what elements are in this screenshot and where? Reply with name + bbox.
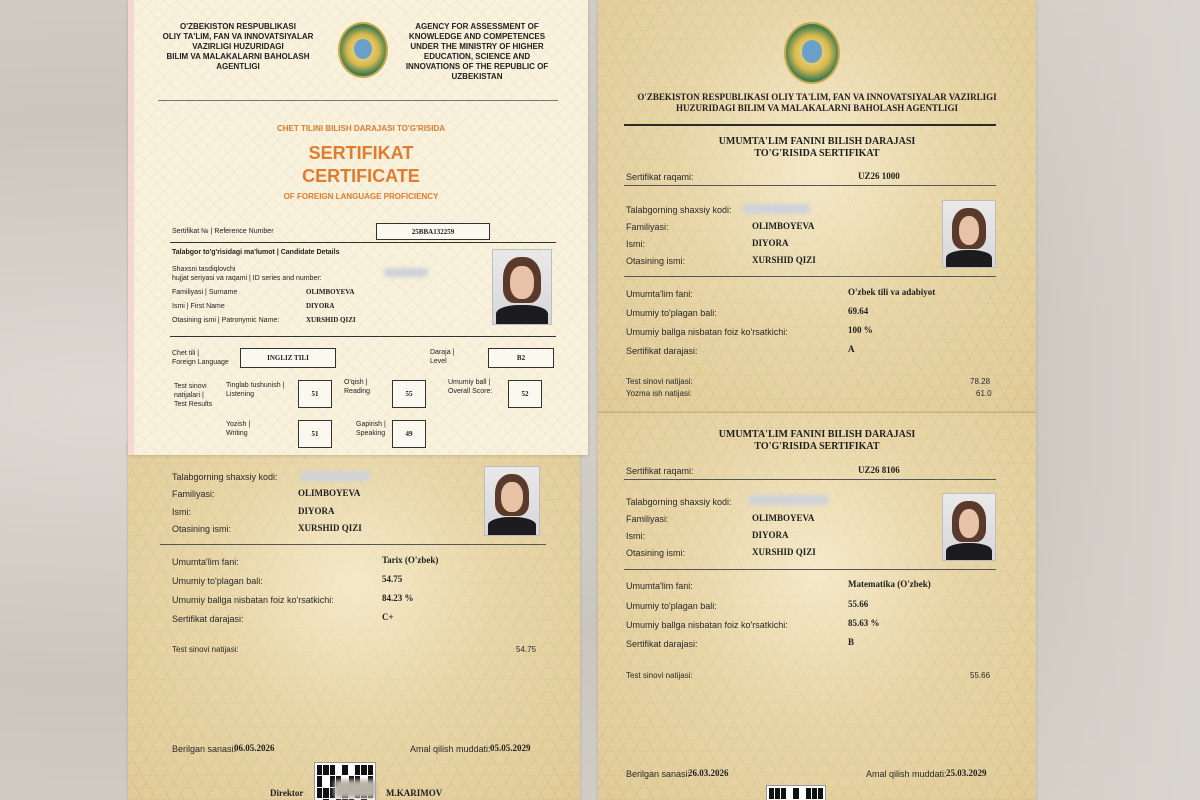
reading-score: 55: [405, 390, 413, 398]
valid-value: 05.05.2029: [490, 743, 531, 753]
test-label: Test sinovi natijasi:: [626, 671, 693, 680]
writing-box: [298, 420, 332, 448]
foiz-value: 84.23 %: [382, 593, 414, 603]
daraja-value: B: [848, 637, 855, 647]
code-label: Talabgorning shaxsiy kodi:: [172, 472, 278, 482]
writing-score: 51: [311, 430, 319, 438]
redacted-code: [742, 204, 810, 214]
issued-label: Berilgan sanasi:: [172, 744, 237, 754]
issued-value: 26.03.2026: [688, 768, 729, 778]
otasi-label: Otasining ismi:: [626, 256, 686, 266]
daraja-value: A: [848, 344, 855, 354]
level-label: Daraja | Level: [430, 349, 455, 365]
test-value: 55.66: [970, 671, 991, 680]
ball-value: 54.75: [382, 574, 403, 584]
yozma-label: Yozma ish natijasi:: [626, 389, 692, 398]
foiz-value: 100 %: [848, 325, 873, 335]
familiya-value: OLIMBOYEVA: [298, 488, 361, 498]
surname-value: OLIMBOYEVA: [306, 288, 355, 296]
speaking-label: Gapirish | Speaking: [356, 421, 386, 437]
header-left: O'ZBEKISTON RESPUBLIKASI OLIY TA'LIM, FAN VA INNOVATSIYALAR VAZIRLIGI HUZURIDAGI BILIM VA MALAKALARNI BAHOLASH AGENTLIGI: [162, 22, 314, 71]
familiya-label: Familiyasi:: [626, 222, 669, 232]
candidate-photo: [492, 249, 552, 325]
fan-label: Umumta'lim fani:: [626, 289, 693, 299]
surname-label: Familiyasi | Surname: [172, 289, 238, 296]
ismi-label: Ismi:: [626, 531, 645, 541]
state-emblem-icon: [784, 22, 840, 84]
listening-score: 51: [311, 390, 319, 398]
header-right: AGENCY FOR ASSESSMENT OF KNOWLEDGE AND COMPETENCES UNDER THE MINISTRY OF HIGHER EDUCATION, SCIENCE AND INNOVATIONS OF THE REPUBLIC OF UZBEKISTAN: [405, 22, 549, 81]
issued-label: Berilgan sanasi:: [626, 769, 691, 779]
qr-code: [766, 785, 826, 800]
director-name: M.KARIMOV: [386, 788, 443, 798]
candidate-photo: [942, 200, 996, 268]
issued-value: 06.05.2026: [234, 743, 275, 753]
otasi-label: Otasining ismi:: [626, 548, 686, 558]
ref-label: Sertifikat № | Reference Number: [172, 228, 274, 235]
test-value: 54.75: [516, 645, 537, 654]
raqam-value: UZ26 8106: [858, 465, 900, 475]
overall-box: [508, 380, 542, 408]
raqam-label: Sertifikat raqami:: [626, 466, 694, 476]
ball-value: 55.66: [848, 599, 869, 609]
title-uz: SERTIFIKAT: [308, 143, 414, 163]
writing-label: Yozish | Writing: [226, 421, 251, 437]
fan-value: Tarix (O'zbek): [382, 555, 439, 565]
level-box: [488, 348, 554, 368]
raqam-value: UZ26 1000: [858, 171, 900, 181]
firstname-label: Ismi | First Name: [172, 303, 225, 310]
foiz-value: 85.63 %: [848, 618, 880, 628]
language-box: [240, 348, 336, 368]
otasi-value: XURSHID QIZI: [752, 255, 816, 265]
raqam-label: Sertifikat raqami:: [626, 172, 694, 182]
subtitle-uz: CHET TILINI BILISH DARAJASI TO'G'RISIDA: [276, 124, 446, 133]
daraja-label: Sertifikat darajasi:: [626, 639, 698, 649]
valid-label: Amal qilish muddati:: [866, 769, 947, 779]
code-label: Talabgorning shaxsiy kodi:: [626, 497, 732, 507]
ismi-label: Ismi:: [626, 239, 645, 249]
familiya-label: Familiyasi:: [626, 514, 669, 524]
valid-label: Amal qilish muddati:: [410, 744, 491, 754]
foiz-label: Umumiy ballga nisbatan foiz ko'rsatkichi:: [626, 327, 788, 337]
listening-label: Tinglab tushunish | Listening: [226, 382, 285, 398]
patronymic-label: Otasining ismi | Patronymic Name:: [172, 317, 280, 324]
mathematics-certificate: [598, 412, 1036, 800]
speaking-score: 49: [405, 430, 413, 438]
certificate-title: UMUMTA'LIM FANINI BILISH DARAJASI TO'G'RISIDA SERTIFIKAT: [718, 429, 916, 452]
familiya-value: OLIMBOYEVA: [752, 513, 815, 523]
test-value: 78.28: [970, 377, 991, 386]
speaking-box: [392, 420, 426, 448]
test-label: Test sinovi natijasi:: [626, 377, 693, 386]
overall-label: Umumiy ball | Overall Score:: [448, 379, 493, 395]
director-label: Direktor: [270, 788, 304, 798]
listening-box: [298, 380, 332, 408]
ismi-label: Ismi:: [172, 507, 191, 517]
code-label: Talabgorning shaxsiy kodi:: [626, 205, 732, 215]
ball-label: Umumiy to'plagan bali:: [626, 601, 717, 611]
state-emblem-icon: [338, 22, 388, 78]
otasi-value: XURSHID QIZI: [298, 523, 362, 533]
redacted-signature: [334, 780, 376, 798]
title-en: CERTIFICATE: [302, 166, 420, 186]
yozma-value: 61.0: [976, 389, 992, 398]
agency-name: O'ZBEKISTON RESPUBLIKASI OLIY TA'LIM, FAN VA INNOVATSIYALAR VAZIRLIGI HUZURIDAGI BILIM VA MALAKALARNI BAHOLASH AGENTLIGI: [637, 92, 997, 113]
language-label: Chet tili | Foreign Language: [172, 350, 229, 366]
otasi-label: Otasining ismi:: [172, 524, 232, 534]
fan-value: O'zbek tili va adabiyot: [848, 287, 936, 297]
candidate-header: Talabgor to'g'risidagi ma'lumot | Candidate Details: [172, 249, 340, 256]
daraja-label: Sertifikat darajasi:: [172, 614, 244, 624]
otasi-value: XURSHID QIZI: [752, 547, 816, 557]
language-value: INGLIZ TILI: [267, 354, 309, 362]
redacted-code: [300, 471, 370, 481]
history-certificate: [128, 440, 580, 800]
foiz-label: Umumiy ballga nisbatan foiz ko'rsatkichi:: [626, 620, 788, 630]
fan-label: Umumta'lim fani:: [626, 581, 693, 591]
ismi-value: DIYORA: [752, 530, 789, 540]
id-label: Shaxsni tasdiqlovchi hujjat seriyasi va raqami | ID series and number:: [172, 266, 322, 282]
results-label: Test sinovi natijalari | Test Results: [174, 383, 213, 408]
ismi-value: DIYORA: [752, 238, 789, 248]
reading-box: [392, 380, 426, 408]
test-label: Test sinovi natijasi:: [172, 645, 239, 654]
patronymic-value: XURSHID QIZI: [306, 316, 356, 324]
background-fade: [1040, 0, 1200, 800]
overall-score: 52: [521, 390, 529, 398]
daraja-value: C+: [382, 612, 394, 622]
ball-label: Umumiy to'plagan bali:: [172, 576, 263, 586]
valid-value: 25.03.2029: [946, 768, 987, 778]
redacted-id: [384, 268, 428, 277]
ball-value: 69.64: [848, 306, 869, 316]
foreign-language-certificate: [128, 0, 588, 455]
fan-label: Umumta'lim fani:: [172, 557, 239, 567]
redacted-code: [748, 495, 828, 505]
subtitle-en: OF FOREIGN LANGUAGE PROFICIENCY: [283, 192, 439, 201]
fan-value: Matematika (O'zbek): [848, 579, 931, 589]
candidate-photo: [484, 466, 540, 536]
candidate-photo: [942, 493, 996, 561]
ismi-value: DIYORA: [298, 506, 335, 516]
firstname-value: DIYORA: [306, 302, 335, 310]
daraja-label: Sertifikat darajasi:: [626, 346, 698, 356]
certificate-title: UMUMTA'LIM FANINI BILISH DARAJASI TO'G'RISIDA SERTIFIKAT: [718, 136, 916, 159]
ball-label: Umumiy to'plagan bali:: [626, 308, 717, 318]
familiya-label: Familiyasi:: [172, 489, 215, 499]
uzbek-literature-certificate: [598, 0, 1036, 412]
familiya-value: OLIMBOYEVA: [752, 221, 815, 231]
reading-label: O'qish | Reading: [344, 379, 371, 395]
ref-number: 25BBA132259: [411, 227, 455, 236]
foiz-label: Umumiy ballga nisbatan foiz ko'rsatkichi:: [172, 595, 334, 605]
ref-number-box: [376, 223, 490, 240]
level-value: B2: [516, 354, 526, 362]
